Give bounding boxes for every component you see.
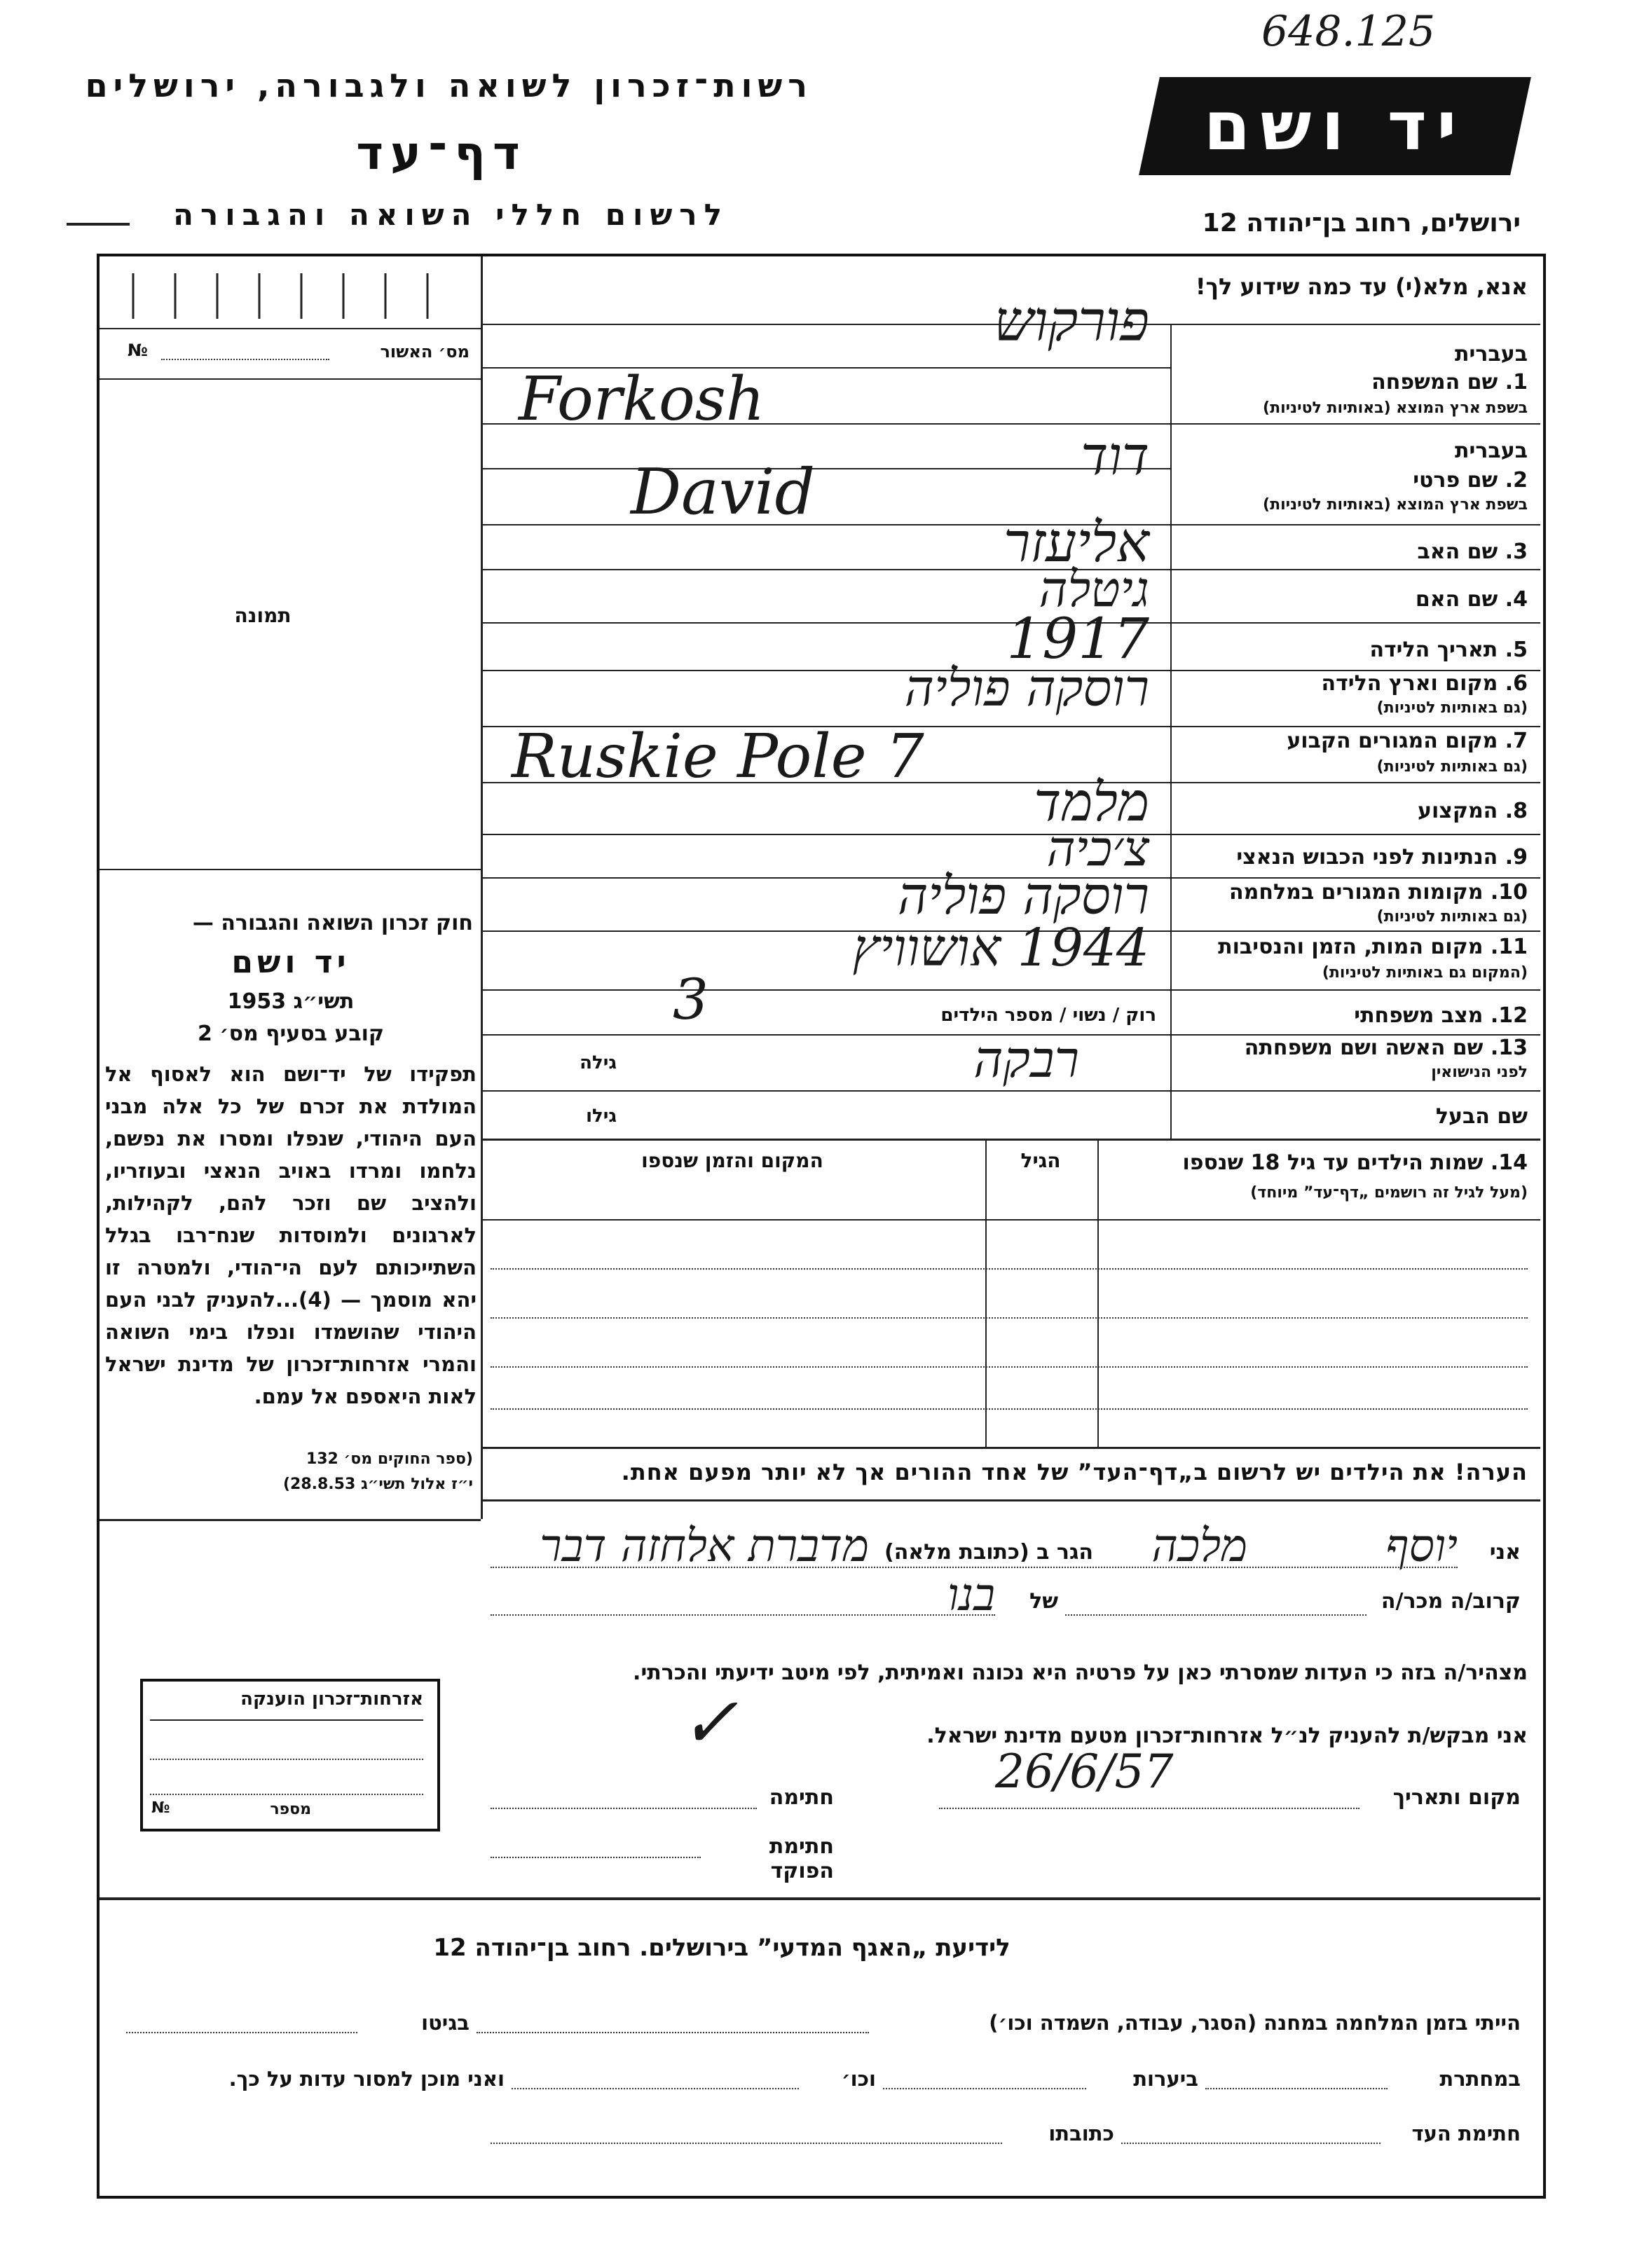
children-note: (מעל לגיל זה רושמים „דף־עד” מיוחד) — [1250, 1184, 1528, 1202]
request-line: אנא, מלא(י) עד כמה שידוע לך! — [1195, 273, 1528, 300]
birth-place-value: רוסקה פוליה — [904, 659, 1149, 717]
field-birth-date-label: 5. תאריך הלידה — [1369, 638, 1528, 662]
photo-label: תמונה — [234, 604, 292, 627]
declarant-i-label: אני — [1489, 1540, 1521, 1565]
children-count-value: 3 — [673, 967, 708, 1032]
law-year: תשי״ג 1953 — [227, 989, 355, 1014]
law-name: יד ושם — [231, 944, 350, 980]
address: ירושלים, רחוב בן־יהודה 12 — [1202, 209, 1521, 238]
birth-date-value: 1917 — [1006, 606, 1149, 671]
first-name-latin: David — [631, 455, 816, 529]
family-name-hebrew: פורקוש — [994, 289, 1149, 354]
husband-age-label: גילו — [586, 1106, 617, 1127]
corner-reference-number: 648.125 — [1261, 7, 1436, 56]
field-family-name-label: 1. שם המשפחה — [1371, 370, 1528, 394]
relation-value: בנו — [947, 1569, 995, 1621]
field-nationality-label: 9. הנתינות לפני הכבוש הנאצי — [1236, 845, 1528, 870]
place-date-label: מקום ותאריך — [1392, 1785, 1521, 1810]
field-wife-name-sub: לפני הנישואין — [1431, 1064, 1528, 1081]
declarant-lastname-value: מלכה — [1151, 1520, 1247, 1572]
profession-value: מלמד — [1034, 771, 1149, 833]
footer-camp-label: הייתי בזמן המלחמה במחנה (הסגר, עבודה, השמדה וכו׳) — [989, 2011, 1521, 2035]
form-subtitle: לרשום חללי השואה והגבורה — [173, 198, 729, 232]
declaration-text: מצהיר/ה בזה כי העדות שמסרתי כאן על פרטיה היא נכונה ואמיתית, לפי מיטב ידיעתי והכרתי. — [633, 1661, 1528, 1685]
logo-text: יד ושם — [1203, 87, 1467, 165]
field-war-residence-label: 10. מקומות המגורים במלחמה — [1229, 880, 1528, 905]
citizenship-number-sign: № — [151, 1799, 170, 1817]
tag-hebrew-1: בעברית — [1455, 342, 1528, 366]
officer-signature-label: חתימת הפוקד — [769, 1834, 834, 1883]
field-first-name-label: 2. שם פרטי — [1413, 468, 1528, 493]
children-label: 14. שמות הילדים עד גיל 18 שנספו — [1182, 1150, 1528, 1175]
citizenship-number-label: מספר — [270, 1801, 311, 1818]
wife-name-value: רבקה — [973, 1030, 1079, 1089]
yad-vashem-logo — [1139, 77, 1531, 175]
field-birth-place-sub: (גם באותיות לטיניות) — [1376, 699, 1528, 717]
place-date-value: 26/6/57 — [995, 1745, 1174, 1799]
field-wife-name-label: 13. שם האשה ושם משפחתה — [1244, 1036, 1528, 1060]
law-body: תפקידו של יד־ושם הוא לאסוף אל המולדת את זכרם של כל אלה מבני העם היהודי, שנפלו ומסרו את נפשם, נלחמו ומרדו באויב הנאצי ובעוזריו, ולהציב שם וזכר להם, לקהילות, לארגונים ולמוסדות שנח־רבו בגלל השתייכותם לעם הי־הודי, ולמטרה זו יהא מוסמך — (4)...להעניק לבני העם היהודי שהושמדו ונפלו בימי השואה והמרי אזרחות־זכרון של מדינת ישראל לאות היאספם אל עמם. — [105, 1062, 477, 1408]
photo-area — [119, 399, 463, 862]
war-residence-value: רוסקה פוליה — [898, 866, 1149, 926]
footer-testify-label: ואני מוכן למסור עדות על כך. — [228, 2067, 505, 2091]
relative-label: קרוב/ה מכר/ה — [1381, 1589, 1521, 1614]
field-family-name-sub: בשפת ארץ המוצא (באותיות לטיניות) — [1263, 399, 1528, 417]
children-place-header: המקום והזמן שנספו — [641, 1149, 823, 1172]
declarant-name-value: יוסף — [1385, 1520, 1458, 1572]
request-checkmark: ✓ — [680, 1682, 739, 1764]
footer-forests-label: ביערות — [1133, 2067, 1198, 2091]
citizenship-granted-box — [140, 1679, 440, 1831]
signature-label: חתימה — [769, 1785, 834, 1810]
family-name-latin: Forkosh — [519, 364, 765, 434]
law-reference-1: (ספר החוקים מס׳ 132 — [306, 1450, 473, 1468]
field-marital-status-label: 12. מצב משפחתי — [1354, 1003, 1528, 1028]
field-residence-sub: (גם באותיות לטיניות) — [1376, 758, 1528, 776]
footer-title: לידיעת „האגף המדעי” בירושלים. רחוב בן־יהודה 12 — [433, 1934, 1011, 1962]
death-place-value: 1944 אושוויץ — [852, 918, 1149, 978]
request-citizenship-text: אני מבקש/ת להעניק לנ״ל אזרחות־זכרון מטעם מדינת ישראל. — [926, 1724, 1528, 1748]
field-husband-name-label: שם הבעל — [1435, 1104, 1528, 1129]
wife-age-label: גילה — [580, 1052, 617, 1073]
nationality-value: צ׳כיה — [1046, 820, 1149, 877]
mother-name-value: גיטלה — [1039, 561, 1149, 618]
citizenship-box-title: אזרחות־זכרון הוענקה — [240, 1689, 423, 1710]
footer-etc-label: וכו׳ — [841, 2067, 876, 2091]
remark: הערה! את הילדים יש לרשום ב„דף־העד” של אחד ההורים אך לא יותר מפעם אחת. — [621, 1459, 1528, 1485]
field-profession-label: 8. המקצוע — [1418, 799, 1528, 823]
marital-status-options: רוק / נשוי / מספר הילדים — [940, 1005, 1156, 1026]
registration-tick-boxes — [105, 266, 470, 329]
field-first-name-sub: בשפת ארץ המוצא (באותיות לטיניות) — [1263, 496, 1528, 514]
law-reference-2: י״ז אלול תשי״ג 28.8.53) — [282, 1476, 473, 1493]
law-title: חוק זכרון השואה והגבורה — — [192, 911, 473, 935]
form-title: דף־עד — [356, 126, 527, 180]
declarant-residing-label: הגר ב (כתובת מלאה) — [884, 1540, 1093, 1565]
field-birth-place-label: 6. מקום וארץ הלידה — [1321, 671, 1528, 696]
footer-ghetto-label: בגיטו — [421, 2011, 470, 2035]
field-death-place-label: 11. מקום המות, הזמן והנסיבות — [1218, 935, 1528, 959]
residence-value: Ruskie Pole 7 — [512, 722, 924, 792]
footer-witness-signature-label: חתימת העד — [1411, 2122, 1521, 2145]
field-mother-name-label: 4. שם האם — [1415, 587, 1528, 612]
first-name-hebrew: דוד — [1081, 425, 1149, 487]
field-death-place-sub: (המקום גם באותיות לטיניות) — [1322, 964, 1528, 982]
tag-hebrew-2: בעברית — [1455, 439, 1528, 463]
field-residence-label: 7. מקום המגורים הקבוע — [1287, 729, 1528, 753]
father-name-value: אליעזר — [1003, 511, 1149, 575]
footer-underground-label: במחתרת — [1439, 2067, 1521, 2091]
of-label: של — [1029, 1589, 1058, 1614]
certificate-number-label: מס׳ האשור — [380, 342, 470, 362]
number-sign: № — [128, 341, 148, 360]
footer-address-label: כתובתו — [1048, 2122, 1114, 2145]
authority-name: רשות־זכרון לשואה ולגבורה, ירושלים — [85, 67, 813, 104]
field-war-residence-sub: (גם באותיות לטיניות) — [1376, 908, 1528, 926]
children-age-header: הגיל — [1020, 1149, 1061, 1172]
law-clause: קובע בסעיף מס׳ 2 — [197, 1022, 385, 1046]
declarant-address-value: מדברת אלחזה דבר — [540, 1520, 869, 1572]
field-father-name-label: 3. שם האב — [1417, 539, 1528, 564]
